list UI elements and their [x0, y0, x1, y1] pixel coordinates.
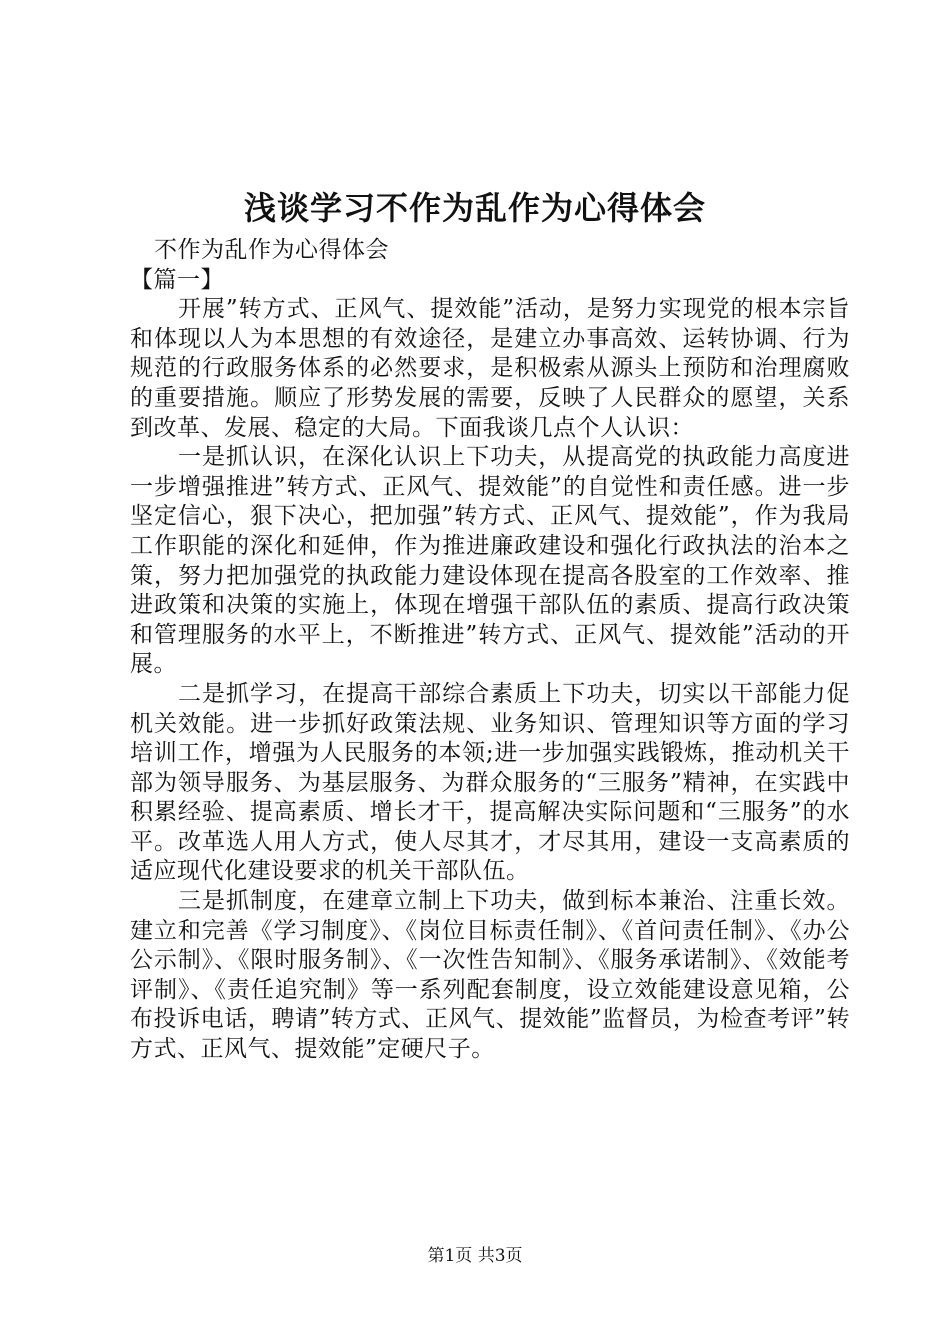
paragraph-intro: 开展”转方式、正风气、提效能”活动，是努力实现党的根本宗旨和体现以人为本思想的有效途径，是建立办事高效、运转协调、行为规范的行政服务体系的必然要求，是积极索从源头上预防和治理腐败的重要措施。顺应了形势发展的需要，反映了人民群众的愿望，关系到改革、发展、稳定的大局。下面我谈几点个人认识： [130, 296, 850, 441]
paragraph-point-one: 一是抓认识，在深化认识上下功夫，从提高党的执政能力高度进一步增强推进”转方式、正风气、提效能”的自觉性和责任感。进一步坚定信心，狠下决心，把加强”转方式、正风气、提效能”，作为我局工作职能的深化和延伸，作为推进廉政建设和强化行政执法的治本之策，努力把加强党的执政能力建设体现在提高各股室的工作效率、推进政策和决策的实施上，体现在增强干部队伍的素质、提高行政决策和管理服务的水平上，不断推进”转方式、正风气、提效能”活动的开展。 [130, 444, 850, 678]
paragraph-point-two: 二是抓学习，在提高干部综合素质上下功夫，切实以干部能力促机关效能。进一步抓好政策法规、业务知识、管理知识等方面的学习培训工作，增强为人民服务的本领;进一步加强实践锻炼，推动机关干部为领导服务、为基层服务、为群众服务的“三服务”精神，在实践中积累经验、提高素质、增长才干，提高解决实际问题和“三服务”的水平。改革选人用人方式，使人尽其才，才尽其用，建设一支高素质的适应现代化建设要求的机关干部队伍。 [130, 680, 850, 885]
paragraph-point-three: 三是抓制度，在建章立制上下功夫，做到标本兼治、注重长效。建立和完善《学习制度》、《岗位目标责任制》、《首问责任制》、《办公公示制》、《限时服务制》、《一次性告知制》、《服务承诺制》、《效能考评制》、《责任追究制》等一系列配套制度，设立效能建设意见箱，公布投诉电话，聘请”转方式、正风气、提效能”监督员，为检查考评”转方式、正风气、提效能”定硬尺子。 [130, 888, 850, 1063]
page-number-footer: 第1页 共3页 [427, 1246, 523, 1266]
document-subtitle: 不作为乱作为心得体会 [154, 237, 389, 263]
section-label: 【篇一】 [130, 266, 224, 293]
document-body [130, 236, 850, 1065]
document-title: 浅谈学习不作为乱作为心得体会 [243, 189, 706, 227]
